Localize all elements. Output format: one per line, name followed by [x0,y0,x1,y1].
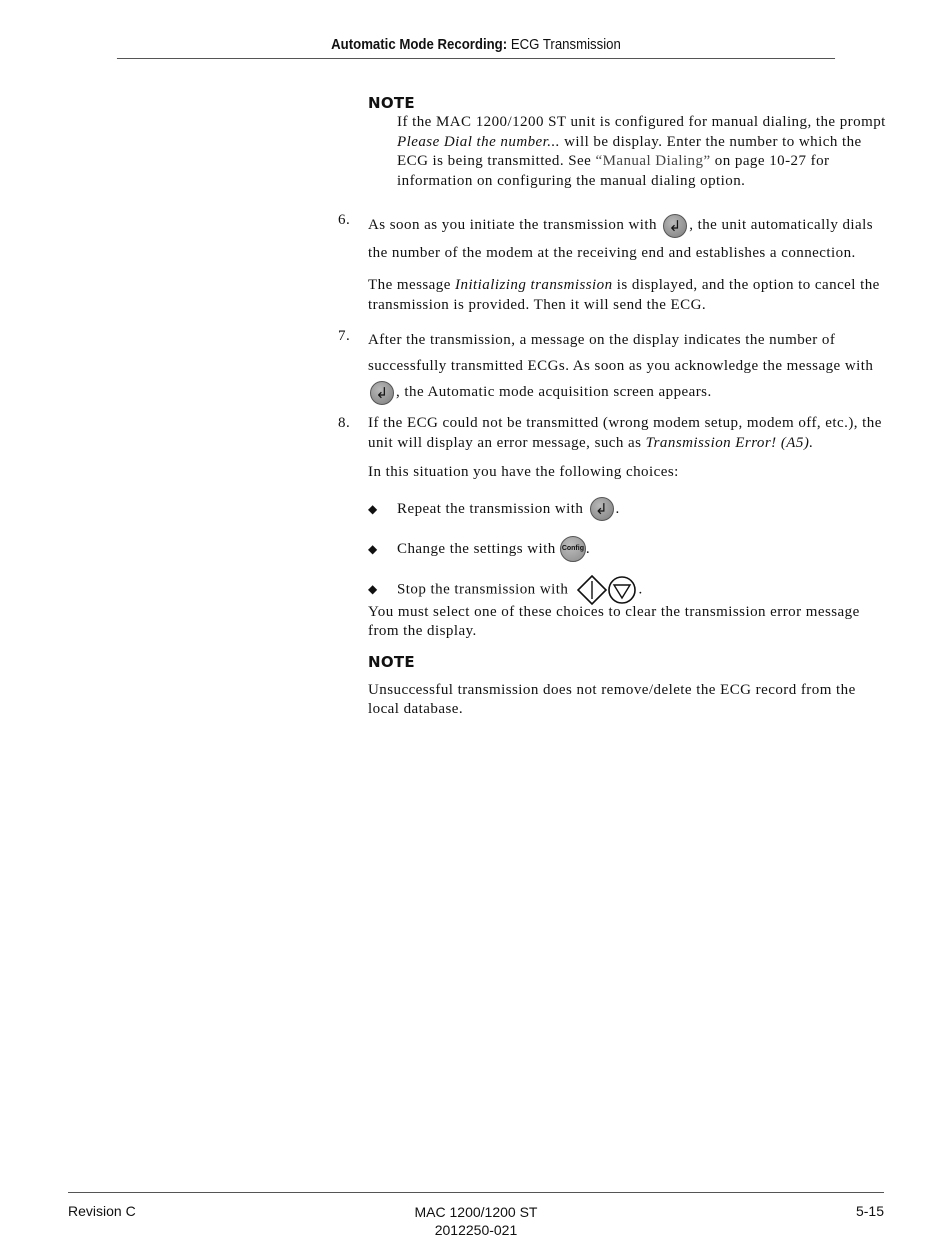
page-number: 5-15 [855,1203,884,1219]
choice-text: Stop the transmission with [397,580,573,597]
note-title: NOTE [368,94,415,112]
choice-period: . [615,500,620,517]
note-manual-dialing [368,93,888,191]
page-footer [68,1192,884,1238]
diamond-bullet-icon: ◆ [368,581,378,596]
choice-list [368,495,888,603]
step-number: 8. [338,415,351,431]
step-text: As soon as you initiate the transmission with [368,217,662,233]
note-title: NOTE [368,652,415,671]
step-number: 6. [338,212,351,228]
choice-text: Repeat the transmission with [397,500,588,517]
note-body [397,113,888,191]
footer-product [68,1203,884,1239]
footer-revision: Revision C [68,1203,136,1219]
page-content [338,93,888,720]
diamond-bullet-icon: ◆ [368,501,378,516]
error-message-text: Transmission Error! (A5). [645,434,814,451]
prompt-text: Please Dial the number... [397,133,560,150]
step-text: The message [368,277,456,293]
step-6 [338,211,888,315]
message-text: Initializing transmission [455,277,613,293]
step-number: 7. [338,328,351,344]
note-body: Unsuccessful transmission does not remove/delete the ECG record from the local database. [368,681,856,717]
diamond-bullet-icon: ◆ [368,541,378,556]
choice-change-settings [368,535,888,563]
choice-period: . [638,580,643,597]
manual-dialing-link[interactable]: “Manual Dialing” [595,153,711,169]
enter-key-icon: ↲ [370,381,394,405]
step-paragraph [368,327,888,405]
enter-key-icon: ↲ [590,497,614,521]
note-text: If the MAC 1200/1200 ST unit is configured for manual dialing, the prompt [397,114,886,130]
step-paragraph: In this situation you have the following choices: [368,464,679,480]
step-paragraph [368,211,888,267]
step-text: is displayed, and the option to cancel the transmission is provided. Then it will send the ECG. [368,277,880,313]
step-7 [338,327,888,405]
enter-key-icon: ↲ [663,214,687,238]
step-8 [338,414,888,720]
running-header [117,36,835,59]
config-key-icon: Config [560,536,586,562]
choice-text: Change the settings with [397,540,560,557]
step-paragraph [368,414,888,453]
footer-part-number: 2012250-021 [434,1222,518,1238]
step-text: After the transmission, a message on the display indicates the number of successfully transmitted ECGs. As soon as you acknowledge the message with [368,332,874,374]
step-paragraph: You must select one of these choices to clear the transmission error message from the display. [368,603,860,639]
choice-stop [368,575,888,603]
step-text: If the ECG could not be transmitted (wrong modem setup, modem off, etc.), the unit will display an error message, such as [368,415,882,451]
stop-keys-svg [577,575,639,605]
note-text: on page 10-27 for information on configuring the manual dialing option. [397,153,830,189]
note-unsuccessful-transmission [368,652,888,720]
note-text: will be display. Enter the number to which the ECG is being transmitted. See [397,133,862,169]
stop-keys-icon [577,575,639,605]
step-text: , the Automatic mode acquisition screen appears. [396,384,712,400]
choice-repeat [368,495,888,523]
step-text: , the unit automatically dials the number of the modem at the receiving end and establishes a connection. [368,217,874,261]
header-section-title: ECG Transmission [507,36,621,53]
footer-product-name: MAC 1200/1200 ST [414,1204,538,1220]
choice-period: . [585,540,591,557]
header-section-bold: Automatic Mode Recording: [331,36,508,53]
step-paragraph [368,276,888,315]
